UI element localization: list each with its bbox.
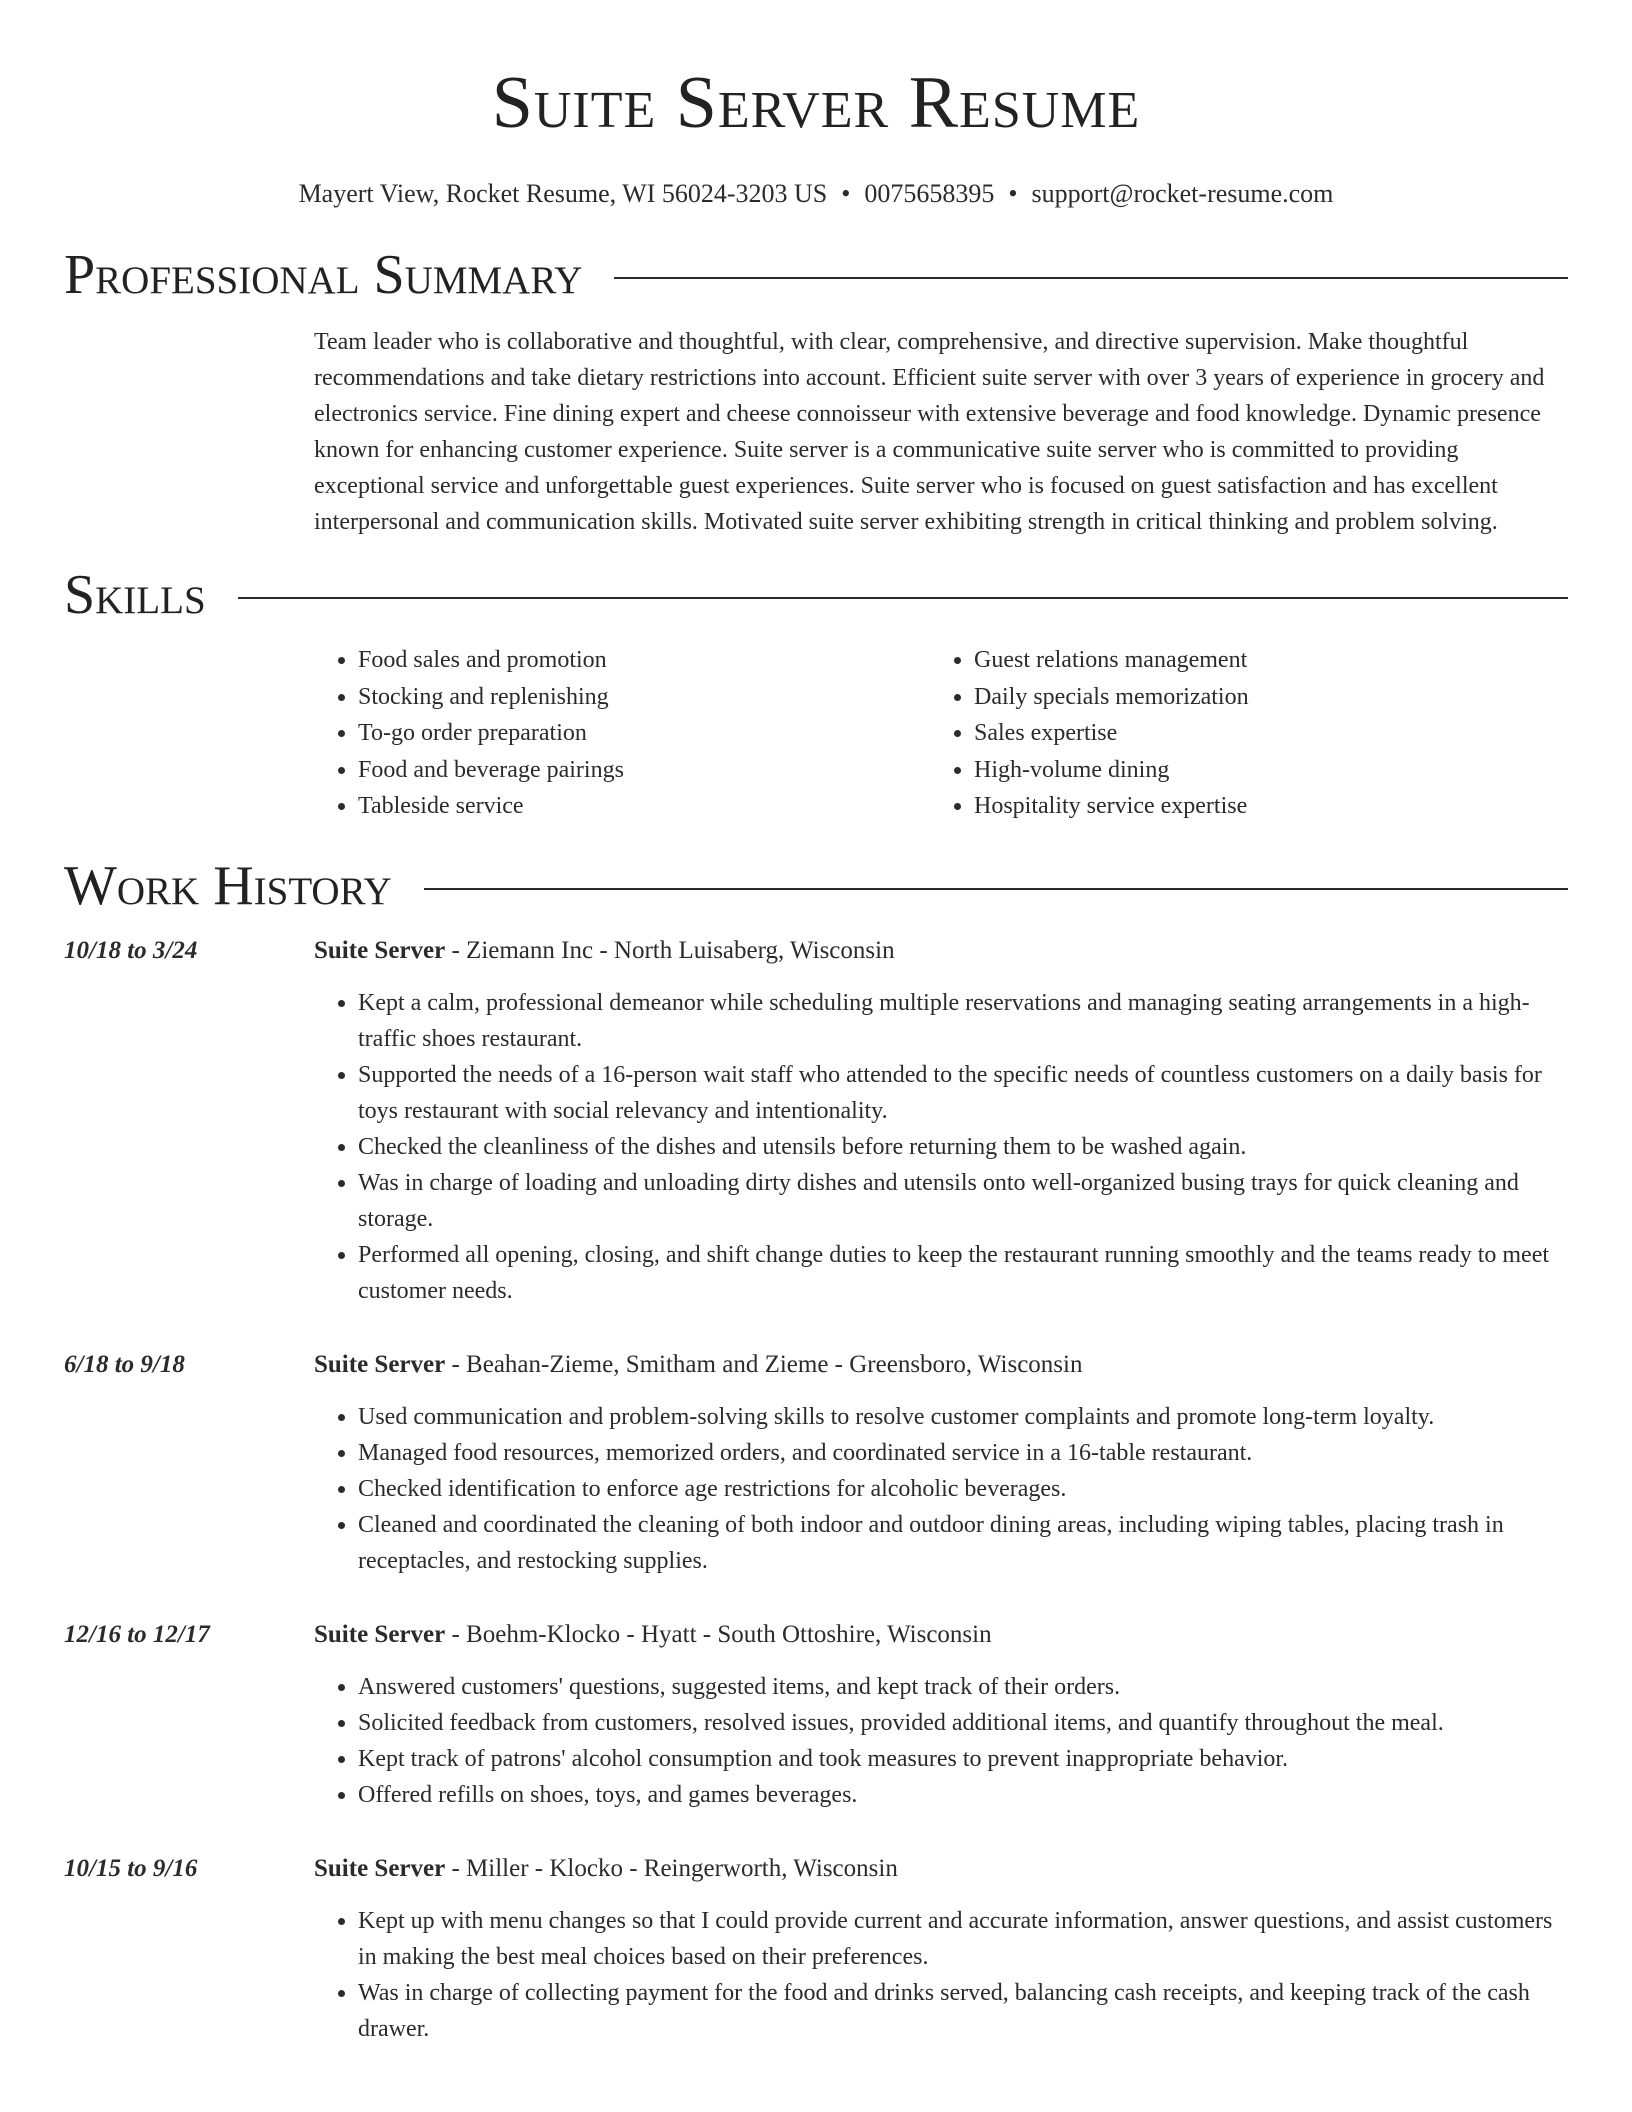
work-section-header bbox=[64, 853, 1568, 919]
job-bullet: • Used communication and problem-solving skills to resolve customer complaints and promote long-term loyalty. bbox=[358, 1399, 1568, 1435]
contact-email: support@rocket-resume.com bbox=[1031, 179, 1334, 208]
contact-line bbox=[64, 178, 1568, 210]
job-employer: - Boehm-Klocko - Hyatt - South Ottoshire, Wisconsin bbox=[445, 1620, 992, 1648]
job-entry bbox=[64, 933, 1568, 1309]
section-divider bbox=[614, 277, 1568, 279]
job-details bbox=[314, 1617, 1568, 1813]
contact-phone: 0075658395 bbox=[864, 179, 995, 208]
job-bullet: • Managed food resources, memorized orders, and coordinated service in a 16-table restaurant. bbox=[358, 1435, 1568, 1471]
job-bullet: • Performed all opening, closing, and shift change duties to keep the restaurant running smoothly and the teams ready to meet customer needs. bbox=[358, 1237, 1568, 1309]
skill-item: • Food sales and promotion bbox=[358, 642, 930, 679]
job-bullet: • Offered refills on shoes, toys, and games beverages. bbox=[358, 1777, 1568, 1813]
job-title-line bbox=[314, 1851, 1568, 1887]
job-details bbox=[314, 1347, 1568, 1579]
job-bullet: • Checked the cleanliness of the dishes and utensils before returning them to be washed again. bbox=[358, 1129, 1568, 1165]
job-entry bbox=[64, 1347, 1568, 1579]
job-bullet: • Checked identification to enforce age restrictions for alcoholic beverages. bbox=[358, 1471, 1568, 1507]
job-role: Suite Server bbox=[314, 1350, 446, 1378]
skills-heading: Skills bbox=[64, 564, 206, 626]
summary-section-header bbox=[64, 242, 1568, 308]
job-bullet: • Cleaned and coordinated the cleaning of both indoor and outdoor dining areas, including wiping tables, placing trash in receptacles, and restocking supplies. bbox=[358, 1507, 1568, 1579]
skills-section-header bbox=[64, 562, 1568, 628]
job-role: Suite Server bbox=[314, 936, 446, 964]
skill-item: • Sales expertise bbox=[974, 715, 1546, 752]
skill-item: • Guest relations management bbox=[974, 642, 1546, 679]
section-divider bbox=[238, 597, 1568, 599]
skill-item: • Daily specials memorization bbox=[974, 679, 1546, 716]
job-bullets bbox=[314, 1669, 1568, 1813]
summary-text: Team leader who is collaborative and thoughtful, with clear, comprehensive, and directive supervision. Make thoughtful recommendations and take dietary restrictions into account. Efficient suite server with over 3 years of experience in grocery and electronics service. Fine dining expert and cheese connoisseur with extensive beverage and food knowledge. Dynamic presence known for enhancing customer experience. Suite server is a communicative suite server who is committed to providing exceptional service and unforgettable guest experiences. Suite server who is focused on guest satisfaction and has excellent interpersonal and communication skills. Motivated suite server exhibiting strength in critical thinking and problem solving. bbox=[314, 329, 1545, 535]
job-entry bbox=[64, 1851, 1568, 2047]
skill-item: • High-volume dining bbox=[974, 752, 1546, 789]
job-details bbox=[314, 933, 1568, 1309]
section-divider bbox=[424, 888, 1568, 890]
job-bullet: • Was in charge of collecting payment for the food and drinks served, balancing cash receipts, and keeping track of the cash drawer. bbox=[358, 1975, 1568, 2047]
contact-separator: • bbox=[1008, 179, 1018, 208]
job-dates: 6/18 to 9/18 bbox=[64, 1350, 185, 1378]
job-title-line bbox=[314, 1347, 1568, 1383]
resume-title: Suite Server Resume bbox=[491, 62, 1141, 144]
job-details bbox=[314, 1851, 1568, 2047]
job-dates: 12/16 to 12/17 bbox=[64, 1620, 210, 1648]
job-bullet: • Supported the needs of a 16-person wait staff who attended to the specific needs of countless customers on a daily basis for toys restaurant with social relevancy and intentionality. bbox=[358, 1057, 1568, 1129]
skills-list bbox=[314, 642, 1568, 825]
job-bullet: • Kept a calm, professional demeanor while scheduling multiple reservations and managing seating arrangements in a high-traffic shoes restaurant. bbox=[358, 985, 1568, 1057]
skill-item: • Hospitality service expertise bbox=[974, 788, 1546, 825]
skill-item: • Food and beverage pairings bbox=[358, 752, 930, 789]
job-title-line bbox=[314, 1617, 1568, 1653]
job-employer: - Miller - Klocko - Reingerworth, Wisconsin bbox=[445, 1854, 898, 1882]
job-bullets bbox=[314, 1399, 1568, 1579]
skills-column-left bbox=[314, 642, 930, 825]
job-bullets bbox=[314, 1903, 1568, 2047]
job-bullet: • Kept up with menu changes so that I could provide current and accurate information, answer questions, and assist customers in making the best meal choices based on their preferences. bbox=[358, 1903, 1568, 1975]
job-bullet: • Answered customers' questions, suggested items, and kept track of their orders. bbox=[358, 1669, 1568, 1705]
job-role: Suite Server bbox=[314, 1620, 446, 1648]
contact-address: Mayert View, Rocket Resume, WI 56024-3203 US bbox=[298, 179, 828, 208]
summary-heading: Professional Summary bbox=[64, 244, 583, 306]
skill-item: • Tableside service bbox=[358, 788, 930, 825]
job-employer: - Beahan-Zieme, Smitham and Zieme - Greensboro, Wisconsin bbox=[445, 1350, 1083, 1378]
job-title-line bbox=[314, 933, 1568, 969]
skill-item: • To-go order preparation bbox=[358, 715, 930, 752]
job-dates: 10/15 to 9/16 bbox=[64, 1854, 198, 1882]
resume-page bbox=[64, 0, 1568, 2047]
job-bullets bbox=[314, 985, 1568, 1309]
contact-separator: • bbox=[841, 179, 851, 208]
job-employer: - Ziemann Inc - North Luisaberg, Wisconsin bbox=[445, 936, 895, 964]
job-bullet: • Solicited feedback from customers, resolved issues, provided additional items, and quantify throughout the meal. bbox=[358, 1705, 1568, 1741]
job-bullet: • Was in charge of loading and unloading dirty dishes and utensils onto well-organized busing trays for quick cleaning and storage. bbox=[358, 1165, 1568, 1237]
job-dates: 10/18 to 3/24 bbox=[64, 936, 198, 964]
skill-item: • Stocking and replenishing bbox=[358, 679, 930, 716]
skills-column-right bbox=[930, 642, 1546, 825]
job-entry bbox=[64, 1617, 1568, 1813]
job-role: Suite Server bbox=[314, 1854, 446, 1882]
work-heading: Work History bbox=[64, 854, 392, 917]
job-bullet: • Kept track of patrons' alcohol consumption and took measures to prevent inappropriate behavior. bbox=[358, 1741, 1568, 1777]
